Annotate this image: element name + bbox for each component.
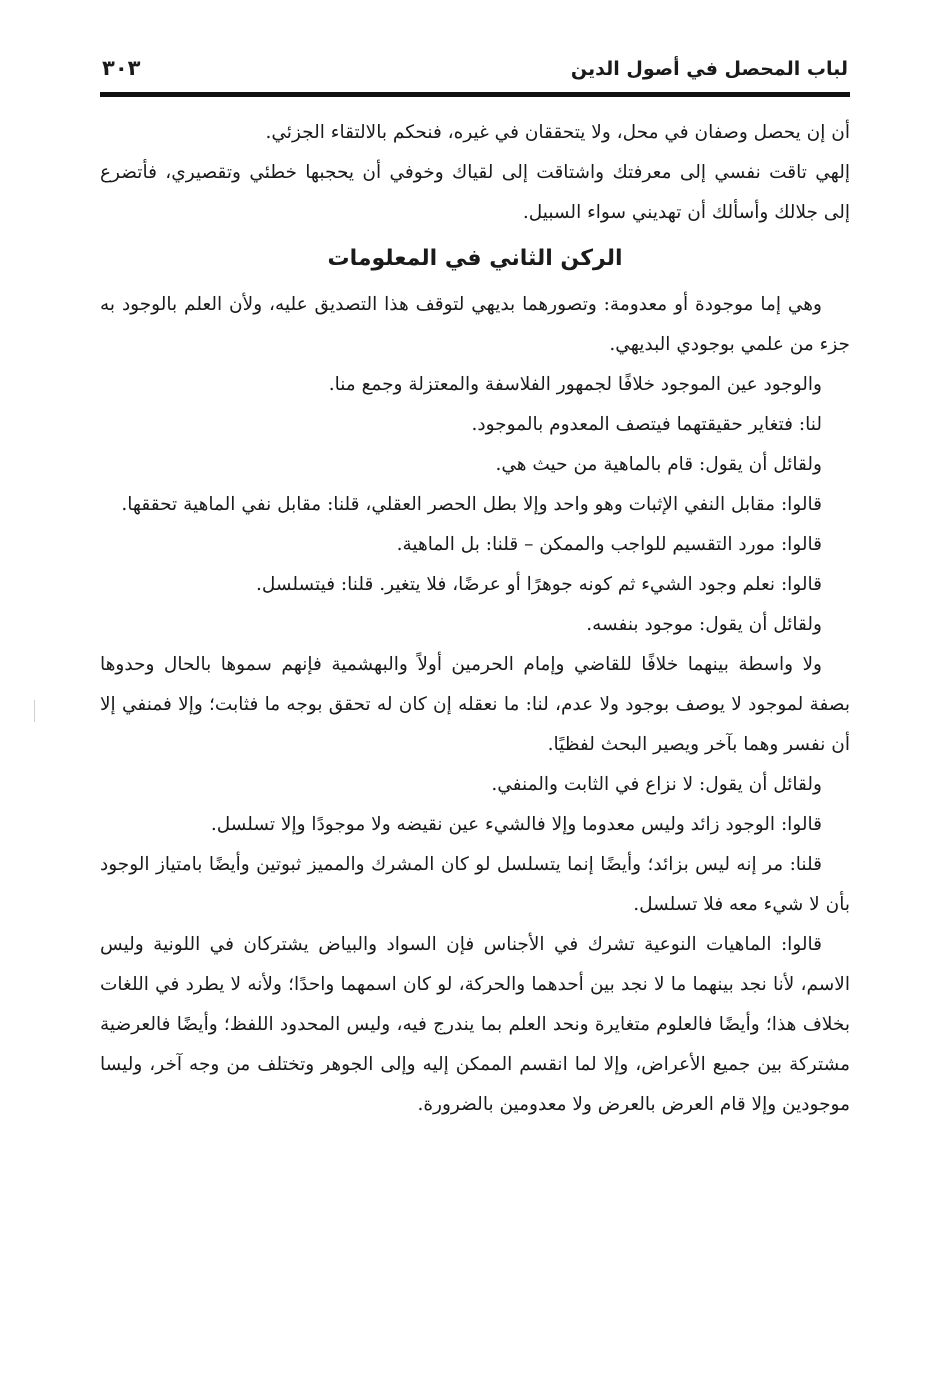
paragraph: وهي إما موجودة أو معدومة: وتصورهما بديهي لتوقف هذا التصديق عليه، ولأن العلم بالوجود به جزء من علمي بوجودي البديهي. — [100, 294, 850, 355]
paragraph: قالوا: مورد التقسيم للواجب والممكن – قلنا: بل الماهية. — [396, 534, 822, 555]
paragraph: ولقائل أن يقول: لا نزاع في الثابت والمنفي. — [491, 774, 822, 795]
body-text — [100, 113, 850, 1125]
paragraph: لنا: فتغاير حقيقتهما فيتصف المعدوم بالموجود. — [471, 414, 822, 435]
paragraph: إلهي تاقت نفسي إلى معرفتك واشتاقت إلى لقياك وخوفي أن يحجبها خطئي وتقصيري، فأتضرع إلى جلالك وأسألك أن تهديني سواء السبيل. — [100, 162, 850, 223]
page-number: ٣٠٣ — [102, 56, 141, 80]
paragraph: أن إن يحصل وصفان في محل، ولا يتحققان في غيره، فنحكم بالالتقاء الجزئي. — [265, 122, 850, 143]
paragraph: قلنا: مر إنه ليس بزائد؛ وأيضًا إنما يتسلسل لو كان المشرك والمميز ثبوتين وأيضًا بامتياز الوجود بأن لا شيء معه فلا تسلسل. — [100, 854, 850, 915]
paragraph: ولقائل أن يقول: قام بالماهية من حيث هي. — [495, 454, 822, 475]
paragraph: والوجود عين الموجود خلافًا لجمهور الفلاسفة والمعتزلة وجمع منا. — [328, 374, 822, 395]
paragraph: قالوا: مقابل النفي الإثبات وهو واحد وإلا بطل الحصر العقلي، قلنا: مقابل نفي الماهية تحققها. — [121, 494, 822, 515]
book-page — [100, 52, 850, 1352]
scan-margin-mark — [34, 700, 35, 722]
section-heading: الركن الثاني في المعلومات — [327, 246, 623, 271]
paragraph: ولا واسطة بينهما خلافًا للقاضي وإمام الحرمين أولاً والبهشمية فإنهم سموها بالحال وحدوها بصفة لموجود لا يوصف بوجود ولا عدم، لنا: ما نعقله إن كان له تحقق بوجه ما فثابت؛ وإلا فمنفي إلا أن نفسر وهما بآخر ويصير البحث لفظيًا. — [100, 654, 850, 755]
header-rule — [100, 92, 850, 97]
paragraph: قالوا: الوجود زائد وليس معدوما وإلا فالشيء عين نقيضه ولا موجودًا وإلا تسلسل. — [210, 814, 822, 835]
paragraph: ولقائل أن يقول: موجود بنفسه. — [586, 614, 822, 635]
paragraph: قالوا: نعلم وجود الشيء ثم كونه جوهرًا أو عرضًا، فلا يتغير. قلنا: فيتسلسل. — [256, 574, 822, 595]
running-header — [100, 52, 850, 92]
paragraph: قالوا: الماهيات النوعية تشرك في الأجناس فإن السواد والبياض يشتركان في اللونية وليس الاسم، لأنا نجد بينهما ما لا نجد بين أحدهما والحركة، لو كان اسمهما واحدًا؛ ولأنه لا يطرد في اللغات بخلاف هذا؛ وأيضًا فالعلوم متغايرة ونحد العلم بما يندرج فيه، وليس المحدود اللفظ؛ وأيضًا فالعرضية مشتركة بين جميع الأعراض، وإلا لما انقسم الممكن إليه وإلى الجوهر وتختلف من وجه آخر، وليسا موجودين وإلا قام العرض بالعرض ولا معدومين بالضرورة. — [100, 934, 850, 1115]
running-title: لباب المحصل في أصول الدين — [570, 58, 848, 80]
